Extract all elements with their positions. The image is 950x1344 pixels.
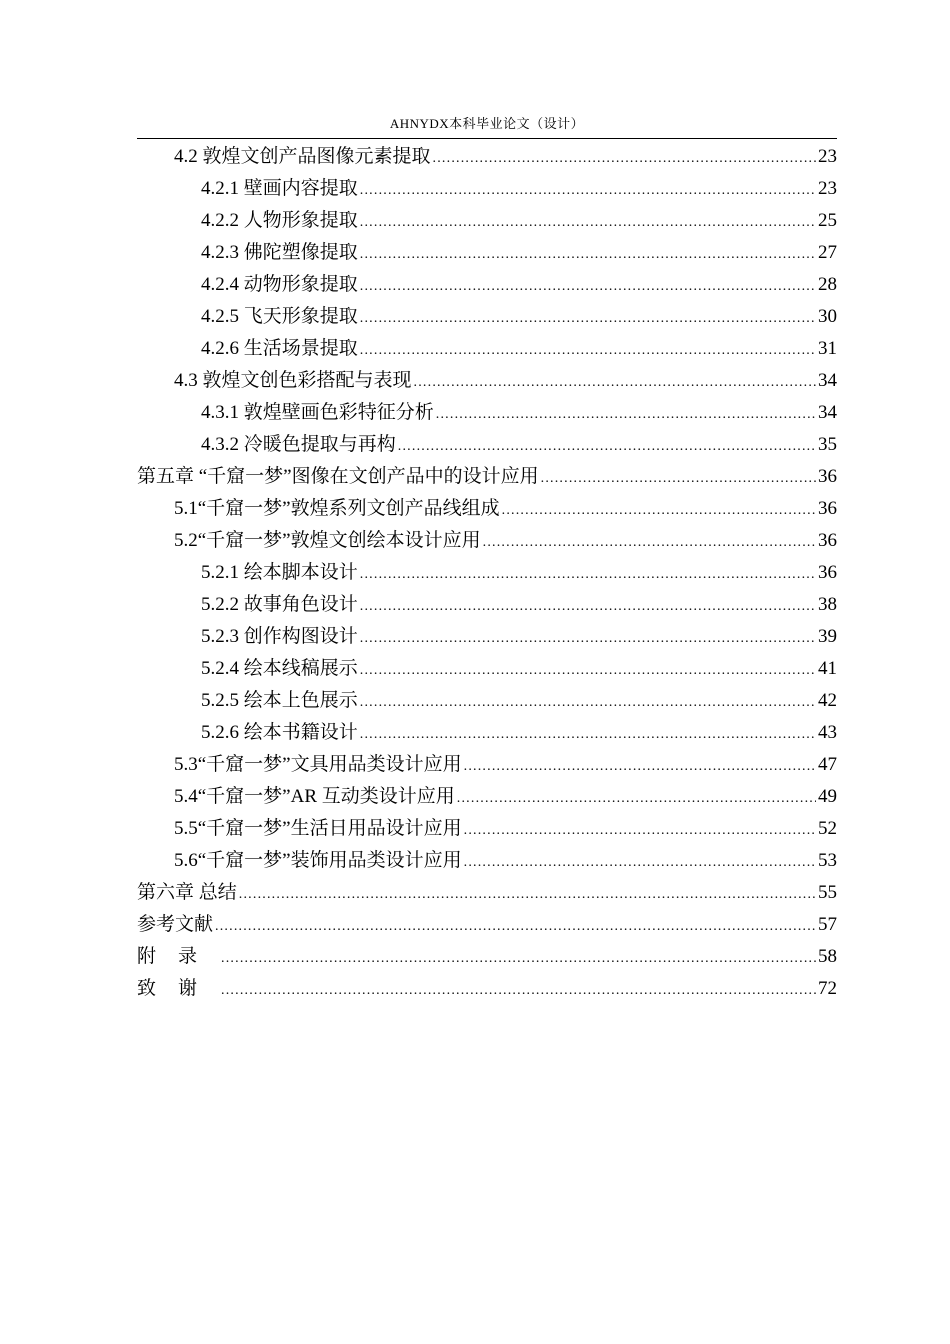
toc-entry[interactable] xyxy=(137,269,837,301)
toc-entry-page-number: 58 xyxy=(818,946,837,967)
toc-leader-dots xyxy=(433,143,816,175)
toc-entry[interactable] xyxy=(137,749,837,781)
toc-entry[interactable] xyxy=(137,717,837,749)
toc-entry[interactable] xyxy=(137,333,837,365)
toc-leader-dots xyxy=(360,207,816,239)
toc-leader-dots xyxy=(414,367,816,399)
toc-leader-dots xyxy=(541,463,816,495)
toc-entry-page-number: 72 xyxy=(818,978,837,999)
toc-leader-dots xyxy=(221,943,816,975)
toc-entry-title: 4.3 敦煌文创色彩搭配与表现 xyxy=(174,370,412,391)
toc-entry-title: 4.2.6 生活场景提取 xyxy=(201,338,358,359)
toc-entry-title: 第五章 “千窟一梦”图像在文创产品中的设计应用 xyxy=(137,466,539,487)
toc-entry-title: 5.2.4 绘本线稿展示 xyxy=(201,658,358,679)
toc-entry-title: 4.2.1 壁画内容提取 xyxy=(201,178,358,199)
toc-entry[interactable] xyxy=(137,429,837,461)
toc-leader-dots xyxy=(360,175,816,207)
toc-leader-dots xyxy=(360,623,816,655)
toc-entry-title: 5.2.1 绘本脚本设计 xyxy=(201,562,358,583)
toc-entry-page-number: 28 xyxy=(818,274,837,295)
toc-entry-page-number: 52 xyxy=(818,818,837,839)
toc-entry-page-number: 27 xyxy=(818,242,837,263)
toc-entry[interactable] xyxy=(137,141,837,173)
toc-entry[interactable] xyxy=(137,237,837,269)
toc-entry-title: 4.3.1 敦煌壁画色彩特征分析 xyxy=(201,402,434,423)
toc-entry-title: 5.2.3 创作构图设计 xyxy=(201,626,358,647)
toc-entry[interactable] xyxy=(137,877,837,909)
toc-leader-dots xyxy=(457,783,816,815)
toc-entry-title: 4.2.3 佛陀塑像提取 xyxy=(201,242,358,263)
toc-entry-title: 4.3.2 冷暖色提取与再构 xyxy=(201,434,396,455)
toc-entry-page-number: 43 xyxy=(818,722,837,743)
toc-leader-dots xyxy=(215,911,816,943)
toc-entry-page-number: 47 xyxy=(818,754,837,775)
toc-entry[interactable] xyxy=(137,589,837,621)
toc-leader-dots xyxy=(436,399,816,431)
toc-entry-title: 附录 xyxy=(137,946,220,967)
toc-entry-title: 5.2“千窟一梦”敦煌文创绘本设计应用 xyxy=(174,530,481,551)
toc-entry-page-number: 39 xyxy=(818,626,837,647)
toc-entry-title: 5.5“千窟一梦”生活日用品设计应用 xyxy=(174,818,462,839)
toc-leader-dots xyxy=(360,335,816,367)
toc-entry-title: 5.2.6 绘本书籍设计 xyxy=(201,722,358,743)
toc-entry-page-number: 41 xyxy=(818,658,837,679)
toc-entry-title: 5.3“千窟一梦”文具用品类设计应用 xyxy=(174,754,462,775)
toc-leader-dots xyxy=(483,527,816,559)
toc-entry-page-number: 38 xyxy=(818,594,837,615)
toc-entry-page-number: 31 xyxy=(818,338,837,359)
toc-leader-dots xyxy=(398,431,816,463)
toc-leader-dots xyxy=(464,847,816,879)
toc-leader-dots xyxy=(221,975,816,1007)
toc-leader-dots xyxy=(360,239,816,271)
toc-entry-page-number: 35 xyxy=(818,434,837,455)
toc-leader-dots xyxy=(360,303,816,335)
toc-entry-page-number: 34 xyxy=(818,370,837,391)
toc-entry-title: 5.4“千窟一梦”AR 互动类设计应用 xyxy=(174,786,455,807)
toc-entry[interactable] xyxy=(137,909,837,941)
toc-entry-page-number: 23 xyxy=(818,146,837,167)
toc-leader-dots xyxy=(360,591,816,623)
toc-entry[interactable] xyxy=(137,173,837,205)
table-of-contents xyxy=(137,141,837,1005)
toc-entry-title: 4.2.4 动物形象提取 xyxy=(201,274,358,295)
toc-entry-title: 第六章 总结 xyxy=(137,882,237,903)
toc-entry[interactable] xyxy=(137,525,837,557)
toc-entry[interactable] xyxy=(137,493,837,525)
toc-entry[interactable] xyxy=(137,461,837,493)
toc-entry-title: 5.6“千窟一梦”装饰用品类设计应用 xyxy=(174,850,462,871)
toc-entry[interactable] xyxy=(137,653,837,685)
toc-entry-title: 4.2 敦煌文创产品图像元素提取 xyxy=(174,146,431,167)
toc-entry-page-number: 42 xyxy=(818,690,837,711)
toc-entry-title: 4.2.5 飞天形象提取 xyxy=(201,306,358,327)
toc-entry-title: 参考文献 xyxy=(137,914,214,935)
toc-leader-dots xyxy=(360,719,816,751)
toc-leader-dots xyxy=(502,495,816,527)
toc-entry[interactable] xyxy=(137,845,837,877)
toc-entry-page-number: 36 xyxy=(818,562,837,583)
toc-entry-page-number: 30 xyxy=(818,306,837,327)
toc-entry[interactable] xyxy=(137,685,837,717)
toc-entry[interactable] xyxy=(137,781,837,813)
toc-entry-page-number: 34 xyxy=(818,402,837,423)
toc-leader-dots xyxy=(464,815,816,847)
toc-entry[interactable] xyxy=(137,205,837,237)
toc-leader-dots xyxy=(360,559,816,591)
toc-entry[interactable] xyxy=(137,621,837,653)
toc-entry-page-number: 25 xyxy=(818,210,837,231)
toc-entry-page-number: 23 xyxy=(818,178,837,199)
toc-entry-page-number: 36 xyxy=(818,466,837,487)
toc-entry-title: 5.2.5 绘本上色展示 xyxy=(201,690,358,711)
toc-entry[interactable] xyxy=(137,557,837,589)
toc-entry-page-number: 55 xyxy=(818,882,837,903)
toc-entry-page-number: 36 xyxy=(818,498,837,519)
toc-entry[interactable] xyxy=(137,397,837,429)
toc-entry[interactable] xyxy=(137,301,837,333)
toc-entry[interactable] xyxy=(137,973,837,1005)
toc-leader-dots xyxy=(360,271,816,303)
toc-entry[interactable] xyxy=(137,365,837,397)
toc-entry-title: 致谢 xyxy=(137,978,220,999)
toc-entry-title: 5.1“千窟一梦”敦煌系列文创产品线组成 xyxy=(174,498,500,519)
toc-entry-page-number: 36 xyxy=(818,530,837,551)
toc-leader-dots xyxy=(239,879,816,911)
toc-leader-dots xyxy=(464,751,816,783)
toc-leader-dots xyxy=(360,687,816,719)
toc-entry[interactable] xyxy=(137,813,837,845)
toc-entry-title: 5.2.2 故事角色设计 xyxy=(201,594,358,615)
toc-entry-title: 4.2.2 人物形象提取 xyxy=(201,210,358,231)
toc-entry-page-number: 53 xyxy=(818,850,837,871)
toc-entry-page-number: 57 xyxy=(818,914,837,935)
toc-leader-dots xyxy=(360,655,816,687)
toc-entry[interactable] xyxy=(137,941,837,973)
page-header: AHNYDX本科毕业论文（设计） xyxy=(137,114,837,139)
toc-entry-page-number: 49 xyxy=(818,786,837,807)
